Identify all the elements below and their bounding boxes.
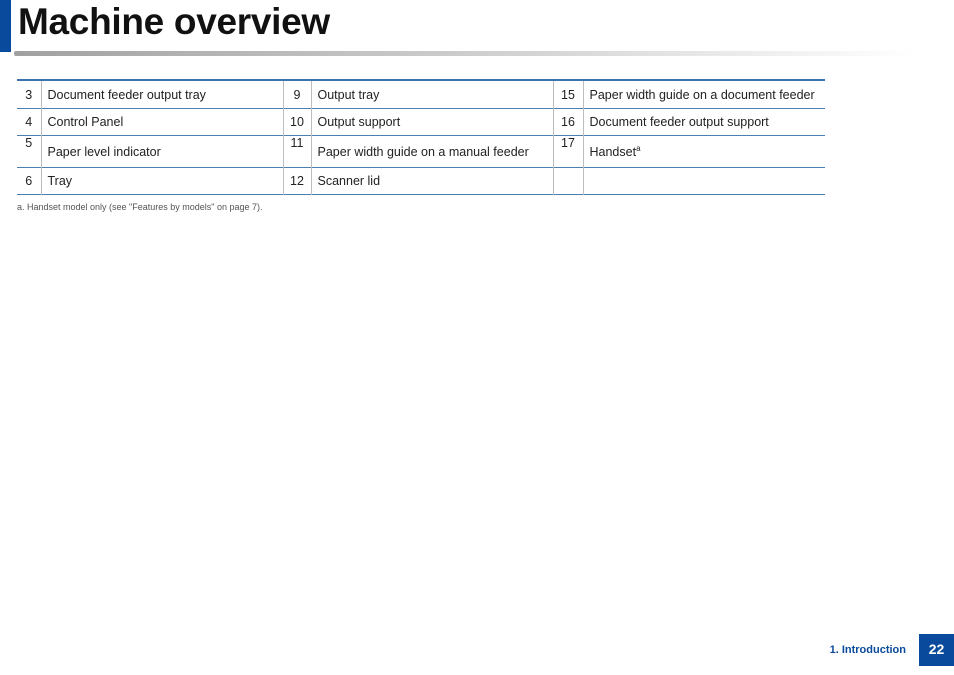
part-label: Handset xyxy=(589,145,637,159)
part-label: Paper width guide on a document feeder xyxy=(583,80,825,109)
part-number: 16 xyxy=(553,109,583,136)
part-label-with-footnote xyxy=(583,136,825,168)
part-label: Output support xyxy=(311,109,553,136)
part-label: Scanner lid xyxy=(311,168,553,195)
title-underline xyxy=(14,51,914,56)
part-label: Output tray xyxy=(311,80,553,109)
table-row xyxy=(17,109,825,136)
page-title: Machine overview xyxy=(18,1,330,42)
part-label: Tray xyxy=(41,168,283,195)
part-number: 9 xyxy=(283,80,311,109)
footnote: a. Handset model only (see "Features by models" on page 7). xyxy=(17,202,263,212)
part-label: Document feeder output tray xyxy=(41,80,283,109)
part-number: 10 xyxy=(283,109,311,136)
part-number xyxy=(553,168,583,195)
table-row xyxy=(17,136,825,168)
part-number: 12 xyxy=(283,168,311,195)
part-label xyxy=(583,168,825,195)
footnote-mark: a xyxy=(636,144,641,153)
part-number: 6 xyxy=(17,168,41,195)
part-label: Paper level indicator xyxy=(41,136,283,168)
parts-table xyxy=(17,79,825,195)
table-row xyxy=(17,168,825,195)
page-number-badge: 22 xyxy=(919,634,954,666)
part-number: 3 xyxy=(17,80,41,109)
part-label: Document feeder output support xyxy=(583,109,825,136)
title-accent-bar xyxy=(0,0,11,52)
part-number: 5 xyxy=(17,136,41,168)
table-row xyxy=(17,80,825,109)
part-number: 15 xyxy=(553,80,583,109)
part-number: 17 xyxy=(553,136,583,168)
part-number: 4 xyxy=(17,109,41,136)
part-number: 11 xyxy=(283,136,311,168)
footer-section-link[interactable]: 1. Introduction xyxy=(829,644,906,656)
part-label: Paper width guide on a manual feeder xyxy=(311,136,553,168)
part-label: Control Panel xyxy=(41,109,283,136)
